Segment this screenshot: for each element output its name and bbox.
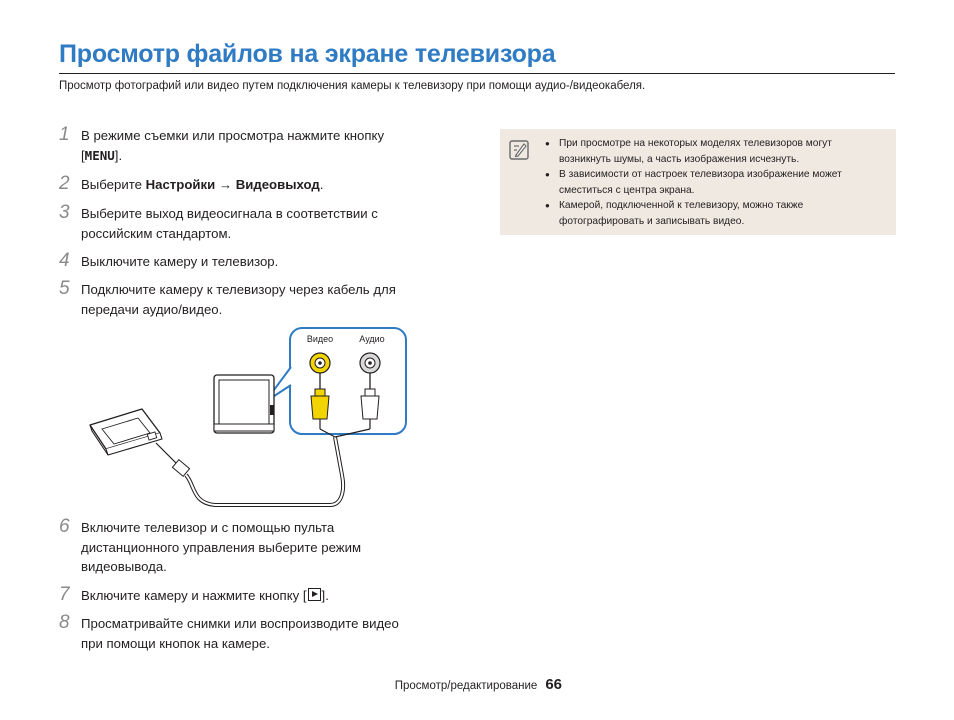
step-3 (59, 204, 419, 243)
tv-icon (214, 375, 274, 433)
step-text: Просматривайте снимки или воспроизводите видео при помощи кнопок на камере. (81, 616, 399, 651)
step-number: 8 (59, 612, 70, 633)
step-number: 6 (59, 516, 70, 537)
step-text: Выключите камеру и телевизор. (81, 254, 279, 269)
page-number: 66 (545, 676, 562, 693)
step-text: Выберите выход видеосигнала в соответствии с российским стандартом. (81, 206, 378, 241)
menu-path-video-out: Видеовыход (235, 177, 320, 192)
step-text: Подключите камеру к телевизору через кабель для передачи аудио/видео. (81, 282, 396, 317)
page-footer (395, 676, 562, 693)
step-4 (59, 252, 419, 272)
note-item: ● В зависимости от настроек телевизора изображение может сместиться с центра экрана. (545, 167, 885, 198)
step-text: Выберите Настройки → Видеовыход. (81, 177, 324, 192)
note-list (545, 136, 885, 229)
camera-icon (90, 409, 162, 455)
step-8 (59, 614, 419, 653)
footer-section: Просмотр/редактирование (394, 680, 538, 692)
audio-label: Аудио (359, 334, 385, 344)
step-number: 3 (59, 202, 70, 223)
page-title: Просмотр файлов на экране телевизора (59, 40, 556, 68)
step-text: В режиме съемки или просмотра нажмите кнопку [MENU]. (81, 128, 385, 163)
step-text: Включите камеру и нажмите кнопку [ ]. (81, 588, 329, 603)
step-text: Включите телевизор и с помощью пульта дистанционного управления выберите режим видеовывода. (81, 520, 362, 575)
title-divider (59, 73, 895, 74)
step-5 (59, 280, 419, 319)
step-2 (59, 175, 419, 195)
step-number: 4 (59, 250, 70, 271)
video-label: Видео (306, 334, 334, 344)
page-subtitle: Просмотр фотографий или видео путем подключения камеры к телевизору при помощи аудио-/видеокабеля. (59, 80, 646, 92)
note-item: ● При просмотре на некоторых моделях телевизоров могут возникнуть шумы, а часть изображения исчезнуть. (545, 136, 885, 167)
memo-pencil-icon (509, 140, 529, 160)
arrow-icon: → (215, 177, 236, 192)
note-box (500, 129, 896, 235)
step-6 (59, 518, 419, 577)
step-number: 1 (59, 124, 70, 145)
step-number: 5 (59, 278, 70, 299)
step-1 (59, 126, 419, 165)
menu-path-settings: Настройки (145, 177, 216, 192)
play-button-icon (308, 588, 321, 601)
note-item: ● Камерой, подключенной к телевизору, можно также фотографировать и записывать видео. (545, 198, 885, 229)
step-7 (59, 586, 419, 606)
step-number: 7 (59, 584, 70, 605)
connection-diagram (80, 325, 420, 520)
menu-button-glyph: MENU (84, 147, 115, 163)
step-number: 2 (59, 173, 70, 194)
